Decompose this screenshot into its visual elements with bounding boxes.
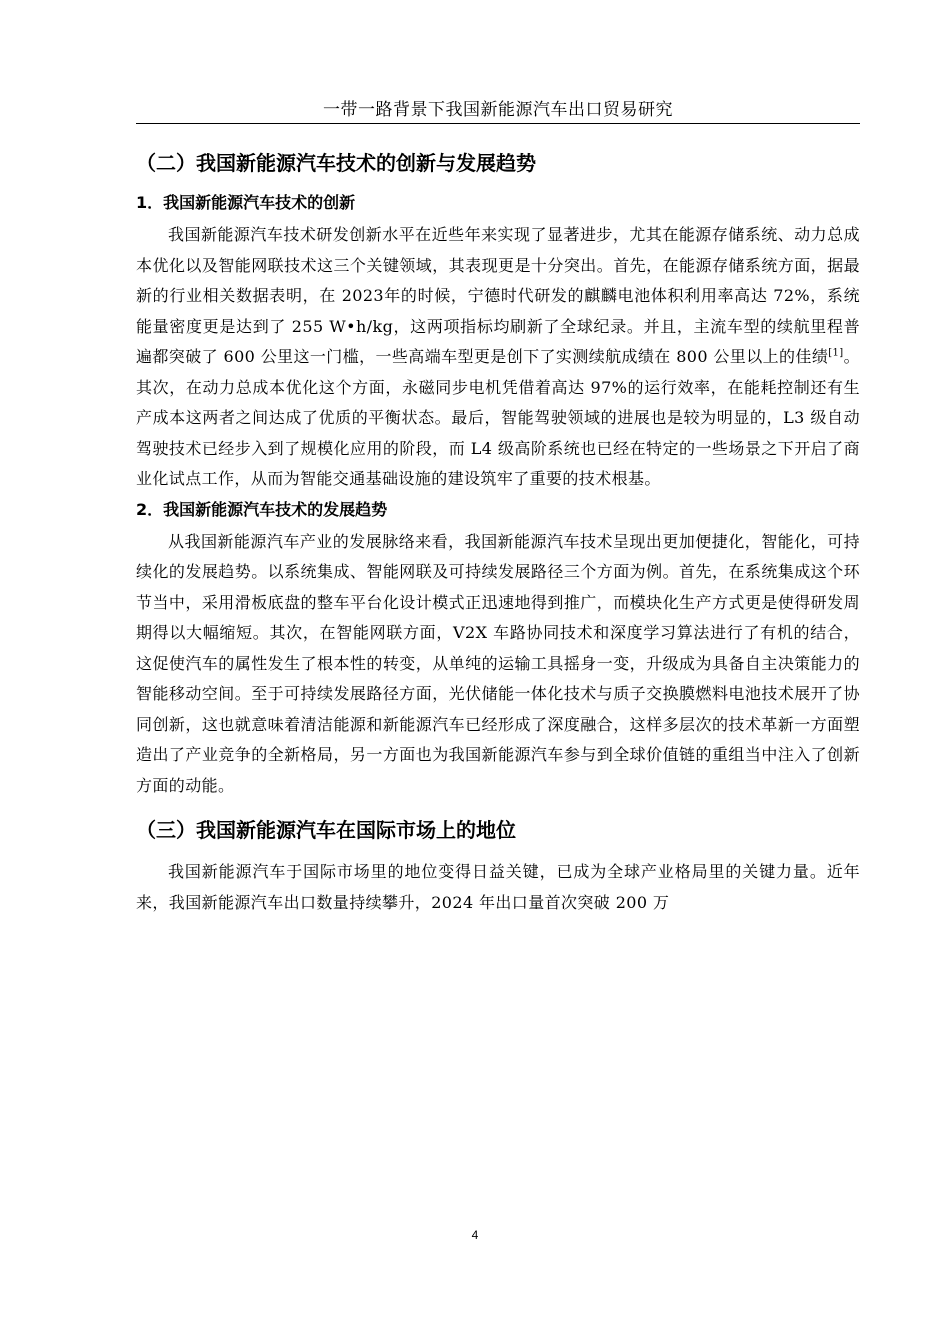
- paragraph-text-part-1: 我国新能源汽车技术研发创新水平在近些年来实现了显著进步，尤其在能源存储系统、动力总成本优化以及智能网联技术这三个关键领域，其表现更是十分突出。首先，在能源存储系统方面，据最新的行业相关数据表明，在 2023年的时候，宁德时代研发的麒麟电池体积利用率高达 72%，系统能量密度更是达到了 255 W•h/kg，这两项指标均刷新了全球纪录。并且，主流车型的续航里程普遍都突破了 600 公里这一门槛，一些高端车型更是创下了实测续航成绩在 800 公里以上的佳绩: [136, 225, 860, 366]
- citation-ref-1: [1]: [828, 347, 844, 359]
- running-header-title: 一带一路背景下我国新能源汽车出口贸易研究: [323, 100, 673, 120]
- section-heading-3: （三）我国新能源汽车在国际市场上的地位: [136, 818, 516, 842]
- page-number: 4: [471, 1228, 479, 1242]
- paragraph-text-part-2: 。其次，在动力总成本优化这个方面，永磁同步电机凭借着高达 97%的运行效率，在能耗控制还有生产成本这两者之间达成了优质的平衡状态。最后，智能驾驶领域的进展也是较为明显的，L3 级自动驾驶技术已经步入到了规模化应用的阶段，而 L4 级高阶系统也已经在特定的一些场景之下开启了商业化试点工作，从而为智能交通基础设施的建设筑牢了重要的技术根基。: [136, 347, 861, 488]
- header-divider: [136, 123, 860, 124]
- document-body: [136, 140, 860, 918]
- paragraph-tech-trends: 从我国新能源汽车产业的发展脉络来看，我国新能源汽车技术呈现出更加便捷化，智能化，可持续化的发展趋势。以系统集成、智能网联及可持续发展路径三个方面为例。首先，在系统集成这个环节当中，采用滑板底盘的整车平台化设计模式正迅速地得到推广，而模块化生产方式更是使得研发周期得以大幅缩短。其次，在智能网联方面，V2X 车路协同技术和深度学习算法进行了有机的结合，这促使汽车的属性发生了根本性的转变，从单纯的运输工具摇身一变，升级成为具备自主决策能力的智能移动空间。至于可持续发展路径方面，光伏储能一体化技术与质子交换膜燃料电池技术展开了协同创新，这也就意味着清洁能源和新能源汽车已经形成了深度融合，这样多层次的技术革新一方面塑造出了产业竞争的全新格局，另一方面也为我国新能源汽车参与到全球价值链的重组当中注入了创新方面的动能。: [136, 531, 860, 795]
- subsection-heading-2-2: 2．我国新能源汽车技术的发展趋势: [136, 499, 388, 519]
- paragraph-intl-market: 我国新能源汽车于国际市场里的地位变得日益关键，已成为全球产业格局里的关键力量。近年来，我国新能源汽车出口数量持续攀升，2024 年出口量首次突破 200 万: [136, 862, 860, 912]
- section-heading-2: （二）我国新能源汽车技术的创新与发展趋势: [136, 151, 536, 175]
- subsection-heading-2-1: 1．我国新能源汽车技术的创新: [136, 193, 356, 212]
- paragraph-tech-innovation: [136, 220, 860, 495]
